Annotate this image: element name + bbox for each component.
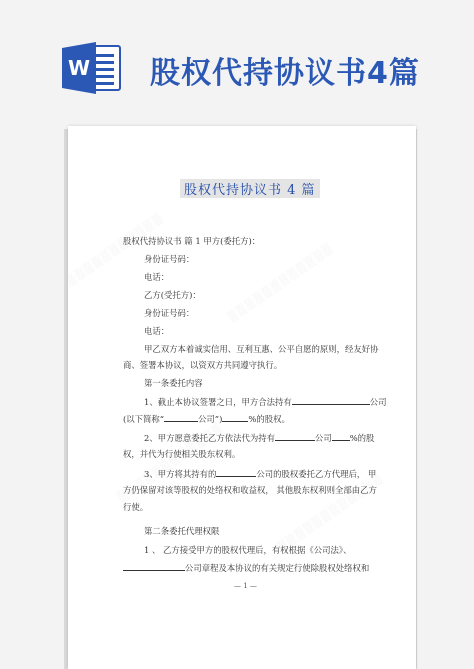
text-segment: 公司 (369, 397, 387, 407)
header-title: 股权代持协议书4篇 (150, 56, 420, 91)
text-line: 方仍保留对该等股权的处络权和收益权， 其他股东权利则全部由乙方 (123, 485, 377, 495)
document-page (68, 126, 416, 669)
text-line: 身份证号码： (144, 308, 195, 318)
word-icon (62, 40, 124, 96)
blank-field (216, 468, 256, 477)
watermark (226, 241, 336, 324)
text-segment: %的股 (349, 433, 375, 443)
text-line: 股权代持协议书 篇 1 甲方(委托方)： (123, 236, 261, 246)
text-line: 甲乙双方本着诚实信用、互利互惠、公平自愿的原则，经友好协 (144, 344, 379, 354)
text-line (123, 562, 369, 573)
text-line: 商、签署本协议，以资双方共同遵守执行。 (123, 360, 283, 370)
text-line (123, 413, 290, 424)
text-line (144, 432, 374, 443)
page-number: — 1 — (234, 582, 257, 590)
text-segment: (以下简称“ (123, 414, 165, 424)
document-title: 股权代持协议书 4 篇 (180, 179, 320, 198)
text-segment: 公司”) (198, 414, 223, 424)
text-segment: 2、甲方愿意委托乙方依法代为持有 (144, 433, 275, 443)
text-segment: 公司的股权委托乙方代理后， 甲 (256, 469, 377, 479)
text-line: 电话： (144, 326, 170, 336)
blank-field (222, 413, 248, 422)
text-segment: 3、甲方将其持有的 (144, 469, 217, 479)
blank-field (292, 396, 370, 405)
watermark (276, 471, 386, 554)
text-line: 第一条委托内容 (144, 378, 203, 388)
svg-text:W: W (67, 56, 91, 80)
header (0, 0, 474, 110)
text-segment: 1、截止本协议签署之日，甲方合法持有 (144, 397, 292, 407)
text-line: 第二条委托代理权限 (144, 526, 220, 536)
text-line: 乙方(受托方)： (144, 290, 201, 300)
text-segment: 公司章程及本协议的有关规定行使除股权处络权和 (185, 563, 370, 573)
text-line (144, 468, 376, 479)
blank-field (275, 432, 315, 441)
blank-field (123, 562, 185, 571)
text-line: 权，并代为行使相关股东权利。 (123, 449, 241, 459)
text-segment: %的股权。 (248, 414, 290, 424)
text-line: 电话： (144, 272, 170, 282)
text-line (144, 396, 386, 407)
blank-field (164, 413, 198, 422)
text-line: 1 、 乙方接受甲方的股权代理后，有权根据《公司法》、 (144, 545, 352, 555)
text-line: 身份证号码： (144, 254, 195, 264)
blank-field (332, 432, 350, 441)
text-segment: 公司 (314, 433, 332, 443)
text-line: 行使。 (123, 502, 149, 512)
